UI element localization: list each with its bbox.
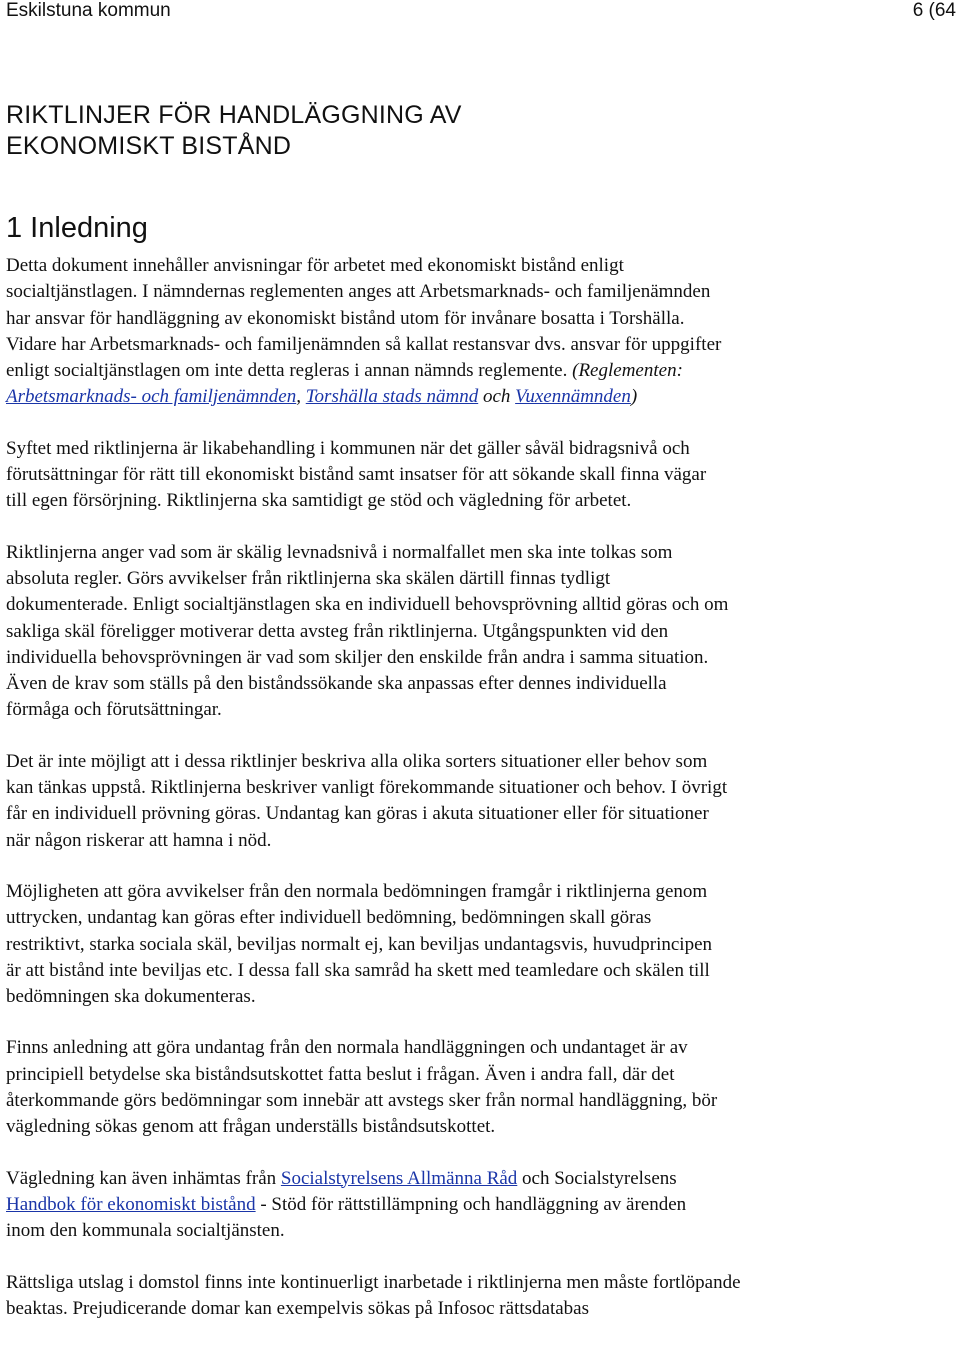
paragraph-introduction	[6, 253, 951, 411]
text-line: kan tänkas uppstå. Riktlinjerna beskriver vanligt förekommande situationer och behov. I övrigt	[6, 777, 728, 799]
paragraph-guidance-sources	[6, 1166, 951, 1245]
paragraph-exceptions	[6, 1035, 951, 1140]
text-line: Rättsliga utslag i domstol finns inte kontinuerligt inarbetade i riktlinjerna men måste fortlöpande	[6, 1271, 741, 1293]
document-body	[6, 253, 951, 1347]
paragraph-guidelines-scope	[6, 540, 951, 724]
text-line: Även de krav som ställs på den biståndssökande ska anpassas efter dennes individuella	[6, 673, 667, 695]
text-line	[6, 358, 951, 384]
text-line: Vidare har Arbetsmarknads- och familjenämnden så kallat restansvar dvs. ansvar för uppgifter	[6, 333, 722, 355]
text-segment: och Socialstyrelsens	[522, 1167, 677, 1189]
text-line: förmåga och förutsättningar.	[6, 699, 222, 721]
text-segment: Vägledning kan även inhämtas från	[6, 1167, 277, 1189]
section-heading: 1 Inledning	[6, 212, 148, 244]
text-line: är att bistånd inte beviljas etc. I dessa fall ska samråd ha skett med teamledare och skälen till	[6, 959, 710, 981]
text-line: vägledning sökas genom att frågan underställs biståndsutskottet.	[6, 1116, 496, 1138]
link-handbok-ekonomiskt-bistand[interactable]: Handbok för ekonomiskt bistånd	[6, 1193, 256, 1215]
text-line: Det är inte möjligt att i dessa riktlinjer beskriva alla olika sorters situationer eller behov som	[6, 750, 708, 772]
text-line: till egen försörjning. Riktlinjerna ska samtidigt ge stöd och vägledning för arbetet.	[6, 490, 632, 512]
text-segment: ,	[296, 386, 301, 408]
running-header	[0, 0, 960, 22]
text-line: uttrycken, undantag kan göras efter individuell bedömning, bedömningen skall göras	[6, 907, 652, 929]
text-line: Riktlinjerna anger vad som är skälig levnadsnivå i normalfallet men ska inte tolkas som	[6, 541, 673, 563]
text-line: Detta dokument innehåller anvisningar för arbetet med ekonomiskt bistånd enligt	[6, 255, 624, 276]
paragraph-situations	[6, 749, 951, 854]
text-line: restriktivt, starka sociala skäl, beviljas normalt ej, kan beviljas undantagsvis, huvudprincipen	[6, 933, 712, 955]
text-line: bedömningen ska dokumenteras.	[6, 986, 256, 1008]
text-segment: - Stöd för rättstillämpning och handläggning av ärenden	[260, 1193, 687, 1215]
paragraph-deviations	[6, 879, 951, 1010]
text-line: beaktas. Prejudicerande domar kan exempelvis sökas på Infosoc rättsdatabas	[6, 1297, 589, 1319]
text-line	[6, 384, 951, 410]
text-segment: enligt socialtjänstlagen om inte detta regleras i annan nämnds reglemente.	[6, 360, 568, 382]
link-socialstyrelsens-allmanna-rad[interactable]: Socialstyrelsens Allmänna Råd	[280, 1167, 518, 1189]
text-line: förutsättningar för rätt till ekonomiskt bistånd samt insatser för att sökande skall finna vägar	[6, 464, 707, 486]
text-line: individuella behovsprövningen är vad som skiljer den enskilde från andra i samma situation.	[6, 646, 709, 668]
text-line: återkommande görs bedömningar som innebär att avstegs sker från normal handläggning, bör	[6, 1090, 718, 1112]
link-arbetsmarknads-familjenamnden[interactable]: Arbetsmarknads- och familjenämnden	[6, 386, 297, 408]
text-line: socialtjänstlagen. I nämndernas reglementen anges att Arbetsmarknads- och familjenämnden	[6, 281, 711, 303]
text-line: när någon riskerar att hamna i nöd.	[6, 829, 272, 851]
text-line: principiell betydelse ska biståndsutskottet fatta beslut i frågan. Även i andra fall, där det	[6, 1063, 675, 1085]
reference-note: (Reglementen:	[572, 360, 683, 382]
text-line: inom den kommunala socialtjänsten.	[6, 1220, 285, 1242]
page-number: 6 (64	[912, 0, 956, 21]
text-line: absoluta regler. Görs avvikelser från riktlinjerna ska skälen därtill finnas tydligt	[6, 567, 611, 589]
document-title	[6, 100, 462, 162]
text-line: Finns anledning att göra undantag från den normala handläggningen och undantaget är av	[6, 1037, 688, 1059]
link-torshalla-stads-namnd[interactable]: Torshälla stads nämnd	[305, 386, 479, 408]
text-line: får en individuell prövning göras. Undantag kan göras i akuta situationer eller för situationer	[6, 803, 709, 825]
text-line: Möjligheten att göra avvikelser från den normala bedömningen framgår i riktlinjerna genom	[6, 880, 708, 902]
text-segment: )	[630, 386, 638, 408]
text-line: har ansvar för handläggning av ekonomiskt bistånd utom för invånare bosatta i Torshälla.	[6, 307, 685, 329]
text-line: Syftet med riktlinjerna är likabehandling i kommunen när det gäller såväl bidragsnivå och	[6, 437, 690, 459]
paragraph-purpose	[6, 436, 951, 515]
text-line: sakliga skäl föreligger motiverar detta avsteg från riktlinjerna. Utgångspunkten vid den	[6, 620, 669, 642]
text-line	[6, 1192, 951, 1218]
text-segment: och	[482, 386, 511, 408]
link-vuxennamnden[interactable]: Vuxennämnden	[515, 386, 631, 408]
text-line	[6, 1166, 951, 1192]
document-title-line: RIKTLINJER FÖR HANDLÄGGNING AV	[6, 101, 462, 129]
document-title-line: EKONOMISKT BISTÅND	[6, 132, 292, 160]
organization-name: Eskilstuna kommun	[6, 0, 171, 21]
text-line: dokumenterade. Enligt socialtjänstlagen ska en individuell behovsprövning alltid göras och om	[6, 594, 729, 616]
paragraph-legal-rulings	[6, 1270, 951, 1323]
